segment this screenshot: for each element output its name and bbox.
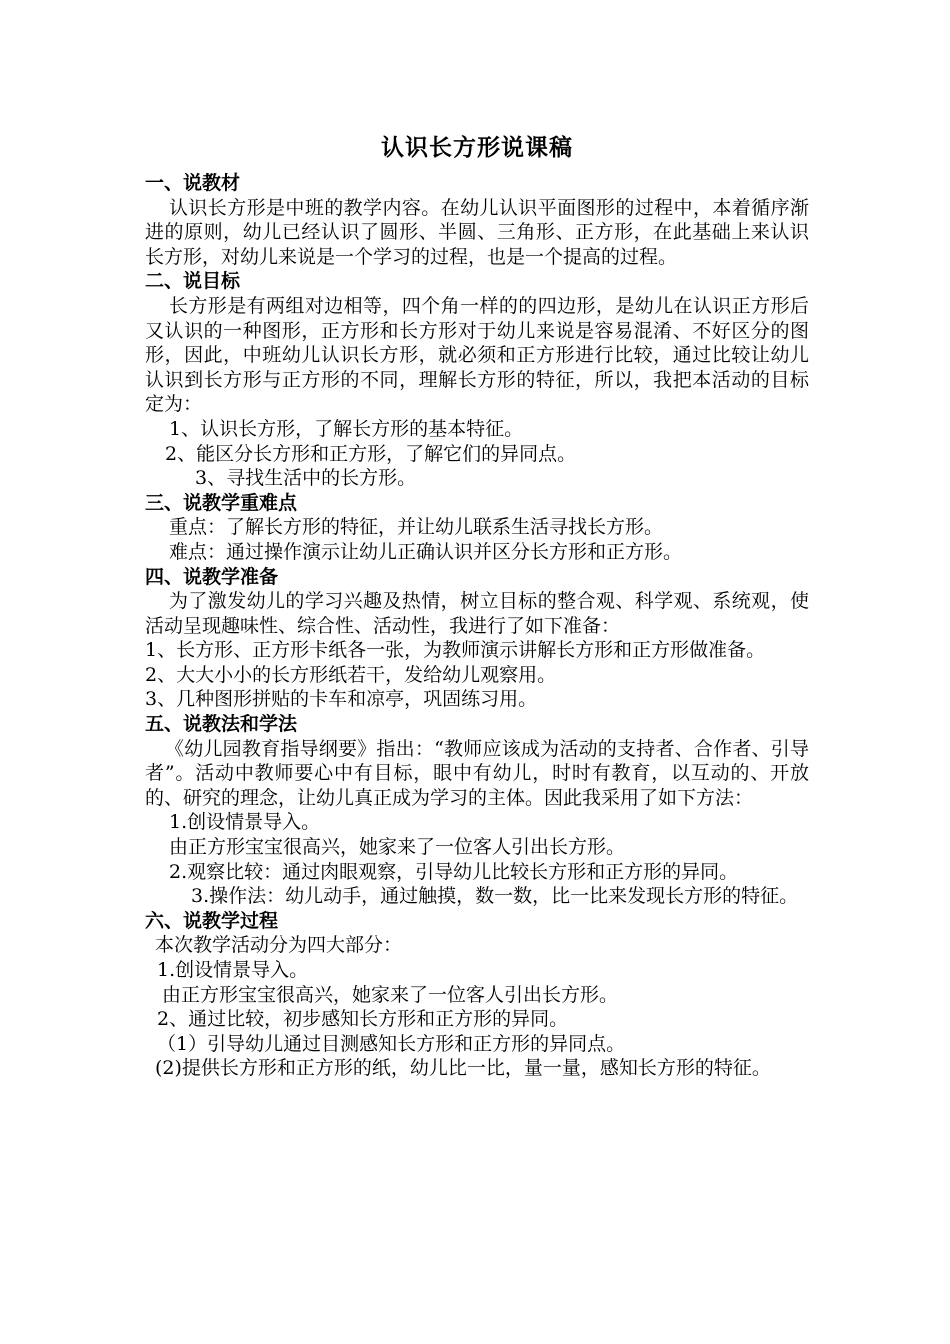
section-heading-objectives: 二、说目标 [145,270,241,293]
paragraph: 难点：通过操作演示让幼儿正确认识并区分长方形和正方形。 [169,540,683,563]
paragraph: 《幼儿园教育指导纲要》指出：“教师应该成为活动的支持者、合作者、引导者”。活动中教师要心中有目标，眼中有幼儿，时时有教育，以互动的、开放的、研究的理念，让幼儿真正成为学习的主体。因此我采用了如下方法： [145,737,809,809]
section-heading-key-points: 三、说教学重难点 [145,491,298,514]
list-item: (2)提供长方形和正方形的纸，幼儿比一比，量一量，感知长方形的特征。 [155,1057,771,1080]
document-title: 认识长方形说课稿 [381,134,573,161]
section-heading-textbook: 一、说教材 [145,172,241,194]
list-item: 1.创设情景导入。 [169,811,321,834]
document-page [145,133,809,1081]
list-item: 3、寻找生活中的长方形。 [195,467,417,490]
list-item: 3.操作法：幼儿动手，通过触摸，数一数，比一比来发现长方形的特征。 [191,885,799,908]
paragraph: 认识长方形是中班的教学内容。在幼儿认识平面图形的过程中，本着循序渐进的原则，幼儿已经认识了圆形、半圆、三角形、正方形，在此基础上来认识长方形，对幼儿来说是一个学习的过程，也是一个提高的过程。 [145,196,809,268]
list-item: 1、认识长方形，了解长方形的基本特征。 [169,417,524,440]
list-item: 2、能区分长方形和正方形，了解它们的异同点。 [165,442,577,465]
section-heading-methods: 五、说教法和学法 [145,713,298,736]
list-item: 3、几种图形拼贴的卡车和凉亭，巩固练习用。 [145,688,538,711]
section-heading-process: 六、说教学过程 [145,909,279,932]
paragraph: 重点：了解长方形的特征，并让幼儿联系生活寻找长方形。 [169,516,664,539]
paragraph: 由正方形宝宝很高兴，她家来了一位客人引出长方形。 [169,836,626,859]
list-item: 1、长方形、正方形卡纸各一张，为教师演示讲解长方形和正方形做准备。 [145,639,766,662]
list-item: 1.创设情景导入。 [157,959,309,981]
paragraph: 长方形是有两组对边相等，四个角一样的的四边形，是幼儿在认识正方形后又认识的一种图形，正方形和长方形对于幼儿来说是容易混淆、不好区分的图形，因此，中班幼儿认识长方形，就必须和正方形进行比较，通过比较让幼儿认识到长方形与正方形的不同，理解长方形的特征，所以，我把本活动的目标定为： [145,294,809,416]
paragraph: 本次教学活动分为四大部分： [155,934,403,957]
section-heading-preparation: 四、说教学准备 [145,565,279,588]
paragraph: 由正方形宝宝很高兴，她家来了一位客人引出长方形。 [162,983,619,1006]
list-item: 2.观察比较：通过肉眼观察，引导幼儿比较长方形和正方形的异同。 [169,860,739,883]
list-item: （1）引导幼儿通过目测感知长方形和正方形的异同点。 [157,1032,626,1055]
paragraph: 为了激发幼儿的学习兴趣及热情，树立目标的整合观、科学观、系统观，使活动呈现趣味性、综合性、活动性，我进行了如下准备： [145,590,809,637]
list-item: 2、通过比较，初步感知长方形和正方形的异同。 [157,1008,569,1031]
list-item: 2、大大小小的长方形纸若干，发给幼儿观察用。 [145,663,557,686]
